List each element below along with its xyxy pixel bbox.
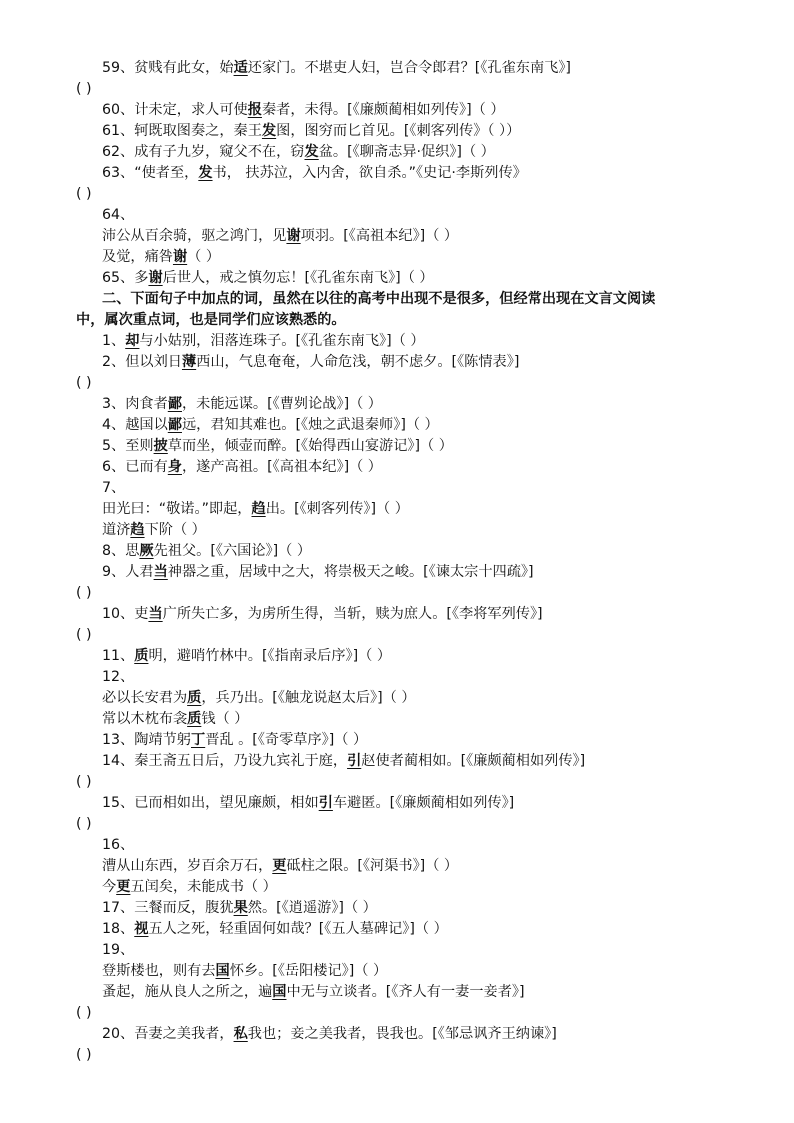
question-line	[76, 730, 716, 751]
key-word: 私	[233, 1026, 248, 1042]
key-word: 质	[187, 690, 202, 706]
line-text: 怀乡。[《岳阳楼记》]（ ）	[229, 963, 388, 979]
question-line	[76, 268, 716, 289]
question-line	[76, 142, 716, 163]
line-text: 蚤起，施从良人之所之，遍	[102, 984, 273, 1000]
line-text: 8、思	[102, 543, 140, 559]
question-line	[76, 100, 716, 121]
line-text: 65、多	[102, 270, 149, 286]
line-text: 出。[《刺客列传》]（ ）	[265, 501, 409, 517]
key-word: 却	[125, 333, 140, 349]
line-text: ，兵乃出。[《触龙说赵太后》]（ ）	[201, 690, 416, 706]
line-text: 项羽。[《高祖本纪》]（ ）	[300, 228, 459, 244]
line-text: 还家门。不堪吏人妇，岂合令郎君？[《孔雀东南飞》]	[247, 60, 571, 76]
answer-blank-line	[76, 772, 716, 793]
line-text: ( )	[76, 81, 92, 97]
key-word: 当	[148, 606, 163, 622]
line-text: 20、吾妻之美我者，	[102, 1026, 234, 1042]
key-word: 谢	[172, 249, 188, 265]
line-text: 道济	[102, 522, 131, 538]
line-text: 9、人君	[102, 564, 154, 580]
question-line	[76, 352, 716, 373]
question-line	[76, 856, 716, 877]
line-text: 车避匿。[《廉颇蔺相如列传》]	[332, 795, 515, 811]
question-line	[76, 877, 716, 898]
key-word: 趋	[130, 522, 145, 538]
key-word: 谢	[148, 270, 163, 286]
question-line	[76, 121, 716, 142]
line-text: 59、贫贱有此女，始	[102, 60, 234, 76]
key-word: 质	[187, 711, 202, 727]
line-text: 7、	[102, 480, 126, 496]
answer-blank-line	[76, 625, 716, 646]
line-text: 62、成有子九岁，窥父不在，窃	[102, 144, 305, 160]
question-line	[76, 898, 716, 919]
key-word: 当	[153, 564, 168, 580]
question-line	[76, 205, 716, 226]
key-word: 发	[198, 165, 213, 181]
line-text: ( )	[76, 375, 92, 391]
key-word: 身	[167, 459, 182, 475]
line-text: ，遂产高祖。[《高祖本纪》]（ ）	[181, 459, 382, 475]
line-text: 18、	[102, 921, 135, 937]
line-text: 我也；妾之美我者，畏我也。[《邹忌讽齐王纳谏》]	[247, 1026, 557, 1042]
answer-blank-line	[76, 1003, 716, 1024]
line-text: ( )	[76, 816, 92, 832]
line-text: 与小姑别，泪落连珠子。[《孔雀东南飞》]（ ）	[139, 333, 425, 349]
question-line	[76, 793, 716, 814]
key-word: 鄙	[167, 417, 182, 433]
key-word: 引	[318, 795, 333, 811]
key-word: 谢	[286, 228, 301, 244]
line-text: 远，君知其难也。[《烛之武退秦师》]（ ）	[181, 417, 439, 433]
line-text: 10、吏	[102, 606, 149, 622]
key-word: 报	[247, 102, 262, 118]
question-line	[76, 961, 716, 982]
key-word: 厥	[139, 543, 154, 559]
line-text: 6、已而有	[102, 459, 168, 475]
answer-blank-line	[76, 814, 716, 835]
line-text: 盆。[《聊斋志异·促织》]（ ）	[318, 144, 495, 160]
question-line	[76, 520, 716, 541]
key-word: 薄	[181, 354, 197, 370]
line-text: 中无与立谈者。[《齐人有一妻一妾者》]	[286, 984, 525, 1000]
line-text: 漕从山东西，岁百余万石，	[102, 858, 273, 874]
question-line	[76, 457, 716, 478]
line-text: ( )	[76, 627, 92, 643]
line-text: 西山，气息奄奄，人命危浅，朝不虑夕。[《陈情表》]	[196, 354, 520, 370]
question-line	[76, 247, 716, 268]
key-word: 发	[261, 123, 277, 139]
line-text: 64、	[102, 207, 135, 223]
line-text: 书， 扶苏泣，入内舍，欲自杀。”《史记·李斯列传》	[212, 165, 527, 181]
question-line	[76, 709, 716, 730]
line-text: 下阶（ ）	[144, 522, 206, 538]
key-word: 披	[153, 438, 168, 454]
line-text: 4、越国以	[102, 417, 168, 433]
question-line	[76, 58, 716, 79]
line-text: 明，避哨竹林中。[《指南录后序》]（ ）	[148, 648, 392, 664]
key-word: 国	[272, 984, 287, 1000]
question-line	[76, 940, 716, 961]
question-line	[76, 688, 716, 709]
section-heading-line	[76, 310, 716, 331]
question-line	[76, 478, 716, 499]
key-word: 适	[233, 60, 248, 76]
question-line	[76, 646, 716, 667]
key-word: 丁	[191, 732, 206, 748]
question-line	[76, 394, 716, 415]
line-text: 然。[《逍遥游》]（ ）	[247, 900, 377, 916]
key-word: 质	[134, 648, 149, 664]
line-text: 钱（ ）	[201, 711, 249, 727]
line-text: 先祖父。[《六国论》]（ ）	[153, 543, 312, 559]
line-text: 16、	[102, 837, 135, 853]
line-text: 15、已而相如出，望见廉颇，相如	[102, 795, 319, 811]
line-text: ( )	[76, 186, 92, 202]
line-text: 1、	[102, 333, 126, 349]
key-word: 鄙	[167, 396, 182, 412]
key-word: 更	[272, 858, 287, 874]
line-text: 19、	[102, 942, 135, 958]
question-line	[76, 541, 716, 562]
question-line	[76, 436, 716, 457]
line-text: 13、陶靖节躬	[102, 732, 191, 748]
question-line	[76, 604, 716, 625]
line-text: 登斯楼也，则有去	[102, 963, 216, 979]
answer-blank-line	[76, 1045, 716, 1066]
line-text: 63、“使者至，	[102, 165, 199, 181]
question-line	[76, 1024, 716, 1045]
line-text: 后世人，戒之慎勿忘！[《孔雀东南飞》]（ ）	[162, 270, 434, 286]
question-line	[76, 919, 716, 940]
line-text: 14、秦王斋五日后，乃设九宾礼于庭，	[102, 753, 348, 769]
line-text: （ ）	[187, 249, 221, 265]
question-line	[76, 562, 716, 583]
line-text: 赵使者蔺相如。[《廉颇蔺相如列传》]	[361, 753, 586, 769]
key-word: 更	[116, 879, 131, 895]
line-text: 及觉，痛咎	[102, 249, 173, 265]
line-text: ( )	[76, 585, 92, 601]
question-line	[76, 667, 716, 688]
section-heading-line	[76, 289, 716, 310]
line-text: 晋乱 。[《奇零草序》]（ ）	[205, 732, 368, 748]
line-text: 广所失亡多，为虏所生得，当斩，赎为庶人。[《李将军列传》]	[162, 606, 543, 622]
answer-blank-line	[76, 373, 716, 394]
question-line	[76, 331, 716, 352]
line-text: 60、计未定，求人可使	[102, 102, 248, 118]
line-text: 5、至则	[102, 438, 154, 454]
line-text: 沛公从百余骑，驱之鸿门，见	[102, 228, 287, 244]
line-text: 中，属次重点词，也是同学们应该熟悉的。	[76, 312, 346, 328]
line-text: 12、	[102, 669, 135, 685]
question-line	[76, 751, 716, 772]
key-word: 国	[215, 963, 230, 979]
line-text: 砥柱之限。[《河渠书》]（ ）	[286, 858, 459, 874]
line-text: 草而坐，倾壶而醉。[《始得西山宴游记》]（ ）	[167, 438, 453, 454]
question-line	[76, 835, 716, 856]
line-text: ( )	[76, 774, 92, 790]
key-word: 果	[233, 900, 248, 916]
key-word: 发	[304, 144, 319, 160]
line-text: 五闰矣，未能成书（ ）	[130, 879, 277, 895]
line-text: ( )	[76, 1047, 92, 1063]
question-line	[76, 415, 716, 436]
line-text: 必以长安君为	[102, 690, 188, 706]
key-word: 引	[347, 753, 362, 769]
line-text: 常以木枕布衾	[102, 711, 188, 727]
key-word: 趋	[251, 501, 266, 517]
line-text: 61、轲既取图奏之，秦王	[102, 123, 262, 139]
line-text: 秦者，未得。[《廉颇蔺相如列传》]（ ）	[261, 102, 505, 118]
question-line	[76, 499, 716, 520]
line-text: 3、肉食者	[102, 396, 168, 412]
line-text: 田光曰：“敬诺。”即起，	[102, 501, 252, 517]
line-text: 17、三餐而反，腹犹	[102, 900, 234, 916]
answer-blank-line	[76, 184, 716, 205]
line-text: ，未能远谋。[《曹刿论战》]（ ）	[181, 396, 382, 412]
line-text: 今	[102, 879, 117, 895]
answer-blank-line	[76, 583, 716, 604]
line-text: 11、	[102, 648, 135, 664]
key-word: 视	[134, 921, 149, 937]
line-text: 五人之死，轻重固何如哉？[《五人墓碑记》]（ ）	[148, 921, 448, 937]
line-text: 神器之重，居域中之大，将崇极天之峻。[《谏太宗十四疏》]	[167, 564, 534, 580]
line-text: 二、下面句子中加点的词，虽然在以往的高考中出现不是很多，但经常出现在文言文阅读	[102, 291, 656, 307]
question-line	[76, 163, 716, 184]
line-text: ( )	[76, 1005, 92, 1021]
question-line	[76, 226, 716, 247]
line-text: 图，图穷而匕首见。[《刺客列传》（ ））	[276, 123, 521, 139]
line-text: 2、但以刘日	[102, 354, 182, 370]
document-page	[76, 58, 716, 1066]
question-line	[76, 982, 716, 1003]
answer-blank-line	[76, 79, 716, 100]
